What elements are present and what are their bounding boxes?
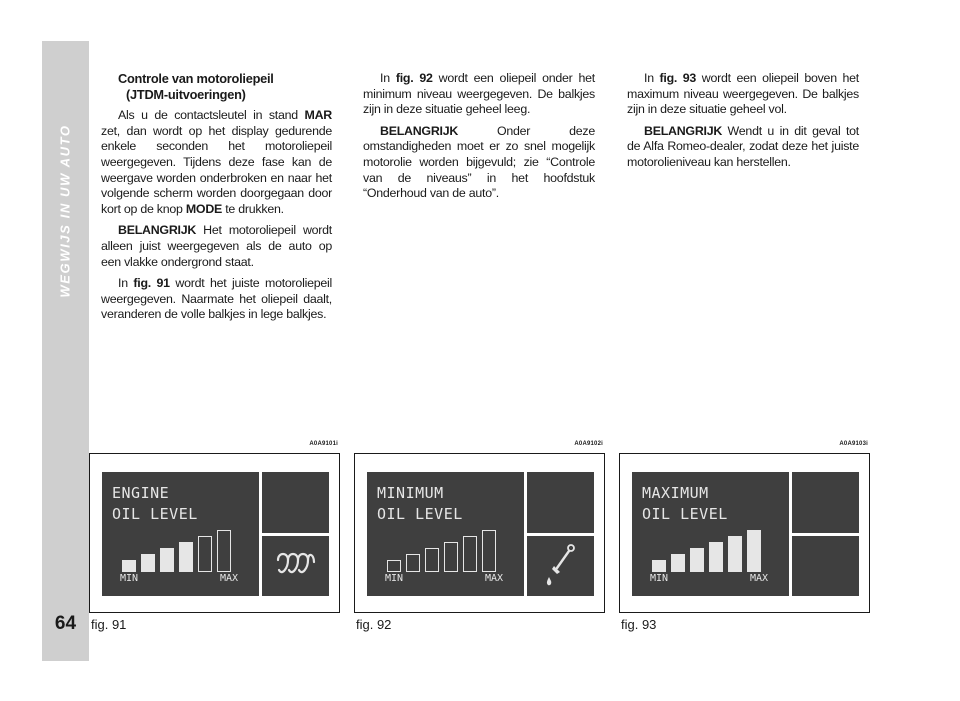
side-strip (42, 41, 89, 661)
oil-level-bar (652, 560, 666, 572)
heading-line-1: Controle van motoroliepeil (118, 71, 274, 86)
paragraph-1: In fig. 93 wordt een oliepeil boven het maximum niveau weergegeven. De balkjes zijn in deze situatie geheel vol. (627, 71, 859, 117)
oil-can-icon (527, 536, 594, 596)
lcd-line-2: OIL LEVEL (377, 505, 463, 523)
text-column-3 (627, 71, 859, 177)
figure-caption: fig. 92 (356, 617, 392, 632)
lcd-bottom-right-panel (792, 536, 859, 596)
oil-level-bar (425, 548, 439, 572)
figure-frame (89, 453, 340, 613)
text-column-2 (363, 71, 595, 208)
min-label: MIN (650, 573, 669, 584)
oil-level-bar (160, 548, 174, 572)
paragraph-3: In fig. 91 wordt het juiste motoroliepeil weergegeven. Naarmate het oliepeil daalt, veranderen de volle balkjes in lege balkjes. (101, 276, 333, 322)
lcd-top-right-panel (527, 472, 594, 533)
oil-level-bar (387, 560, 401, 572)
oil-level-display (632, 472, 859, 596)
lcd-line-2: OIL LEVEL (112, 505, 198, 523)
oil-level-bar (198, 536, 212, 572)
oil-level-bars (122, 530, 242, 572)
oil-level-bar (728, 536, 742, 572)
figure-frame (354, 453, 605, 613)
figure-caption: fig. 93 (621, 617, 657, 632)
min-label: MIN (120, 573, 139, 584)
lcd-line-2: OIL LEVEL (642, 505, 728, 523)
min-label: MIN (385, 573, 404, 584)
page-number: 64 (54, 613, 77, 634)
paragraph-important: BELANGRIJK Het motoroliepeil wordt alleen juist weergegeven als de auto op een vlakke ondergrond staat. (101, 223, 332, 269)
lcd-top-right-panel (262, 472, 329, 533)
oil-level-bar (179, 542, 193, 572)
oil-level-bar (463, 536, 477, 572)
oil-level-bar (217, 530, 231, 572)
max-label: MAX (220, 573, 239, 584)
section-title (42, 41, 89, 381)
figure-code: A0A9103i (839, 441, 868, 447)
oil-level-display (367, 472, 594, 596)
heading-line-2: (JTDM-uitvoeringen) (126, 86, 246, 102)
lcd-main-panel (632, 472, 789, 596)
oil-level-bar (141, 554, 155, 572)
lcd-bottom-right-panel (262, 536, 329, 596)
oil-level-bar (747, 530, 761, 572)
lcd-line-1: ENGINE (112, 484, 170, 502)
paragraph-important: BELANGRIJK Onder deze omstandigheden moet er zo snel mogelijk motorolie worden bijgevuld; zie “Controle van de niveaus” in het hoofdstuk “Onderhoud van de auto”. (363, 123, 595, 201)
figure-caption: fig. 91 (91, 617, 127, 632)
max-label: MAX (750, 573, 769, 584)
oil-level-bar (406, 554, 420, 572)
figure-code: A0A9102i (574, 441, 603, 447)
paragraph-1: Als u de contactsleutel in stand MAR zet, dan wordt op het display gedurende enkele seconden het motoroliepeil weergegeven. Tijdens deze fase kan de weergave worden onderbroken en naar het volgende scherm worden doorgegaan door kort op de knop MODE te drukken. (101, 108, 332, 216)
oil-level-bar (444, 542, 458, 572)
lcd-line-1: MINIMUM (377, 484, 444, 502)
oil-level-bars (652, 530, 772, 572)
oil-level-bar (709, 542, 723, 572)
oil-level-bar (671, 554, 685, 572)
max-label: MAX (485, 573, 504, 584)
section-title-text: WEGWIJS IN UW AUTO (57, 124, 73, 298)
figure-code: A0A9101i (309, 441, 338, 447)
lcd-top-right-panel (792, 472, 859, 533)
text-column-1 (101, 71, 332, 329)
glow-plug-icon (262, 536, 329, 596)
lcd-main-panel (102, 472, 259, 596)
oil-level-display (102, 472, 329, 596)
figure-frame (619, 453, 870, 613)
lcd-line-1: MAXIMUM (642, 484, 709, 502)
oil-level-bar (122, 560, 136, 572)
lcd-main-panel (367, 472, 524, 596)
paragraph-1: In fig. 92 wordt een oliepeil onder het minimum niveau weergegeven. De balkjes zijn in deze situatie geheel leeg. (363, 71, 595, 117)
oil-level-bars (387, 530, 507, 572)
oil-level-bar (482, 530, 496, 572)
lcd-bottom-right-panel (527, 536, 594, 596)
paragraph-important: BELANGRIJK Wendt u in dit geval tot de Alfa Romeo-dealer, zodat deze het juiste motorolieniveau kan herstellen. (627, 123, 859, 169)
oil-level-bar (690, 548, 704, 572)
section-heading (101, 71, 332, 102)
